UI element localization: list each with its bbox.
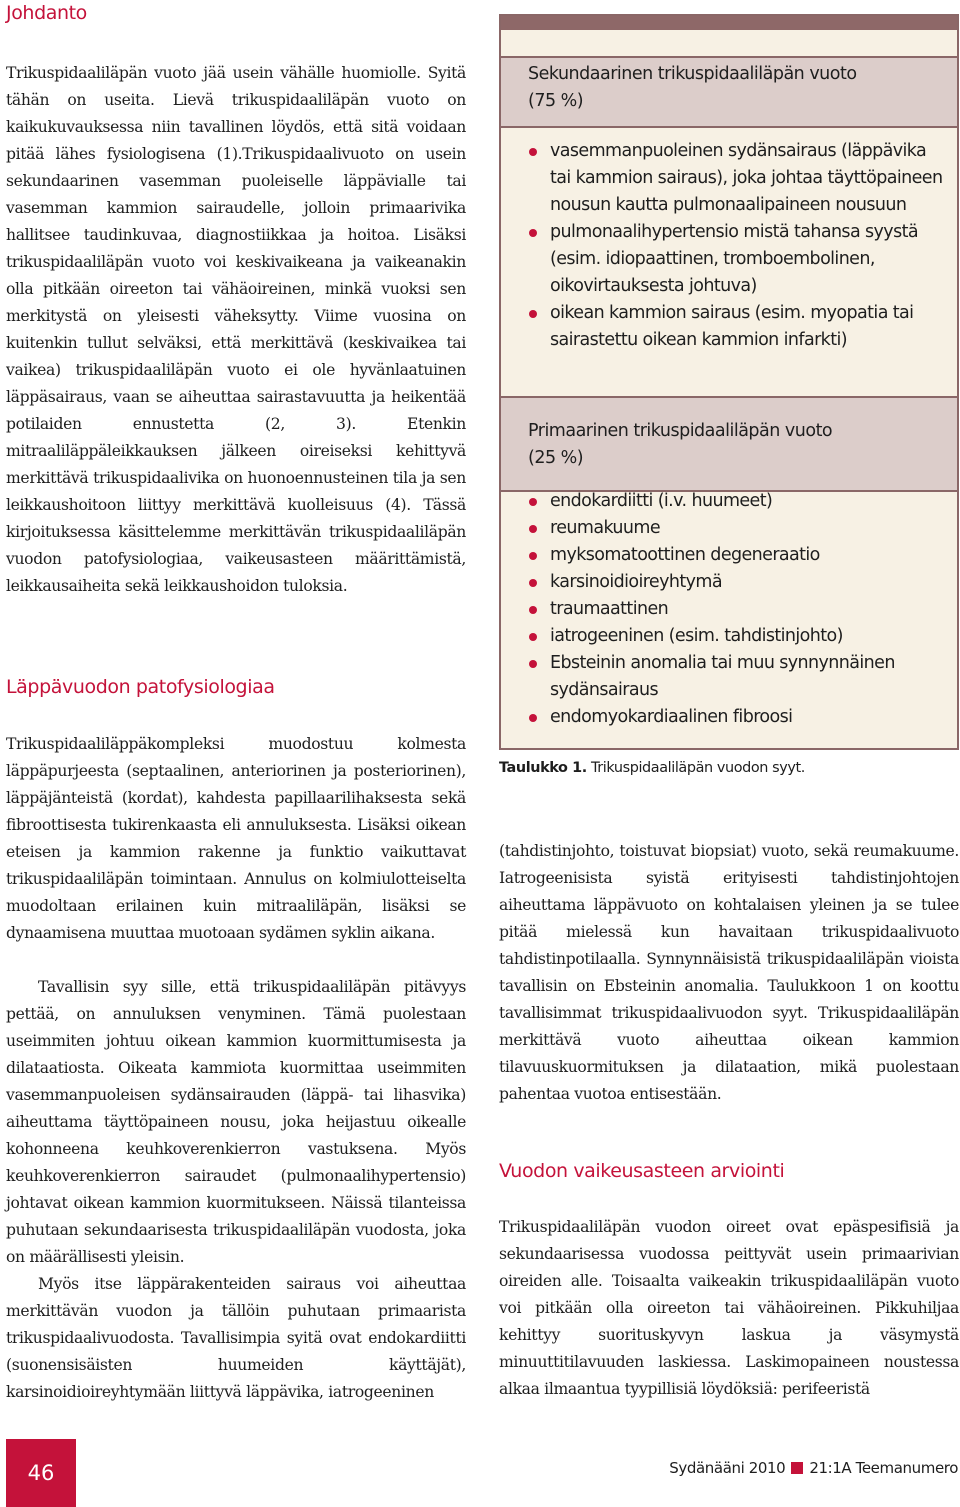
bullet-dot bbox=[529, 498, 537, 506]
list-item: Ebsteinin anomalia tai muu synnynnäinen sydänsairaus bbox=[527, 650, 947, 704]
bullet-dot bbox=[529, 525, 537, 533]
caption-text: Trikuspidaaliläpän vuodon syyt. bbox=[591, 760, 805, 776]
primary-causes-list bbox=[527, 488, 947, 731]
secondary-causes-list bbox=[527, 138, 947, 354]
list-item: traumaattinen bbox=[527, 596, 947, 623]
table-top-bar bbox=[501, 16, 957, 30]
secondary-percent: (75 %) bbox=[528, 91, 584, 111]
bullet-dot bbox=[529, 606, 537, 614]
footer-issue: 21:1A Teemanumero bbox=[809, 1459, 958, 1477]
caption-label: Taulukko 1. bbox=[499, 760, 587, 776]
patho-paragraph-2: Tavallisin syy sille, että trikuspidaaliläpän pitävyys pettää, on annuluksen venyminen. Tämä puolestaan useimmiten johtuu oikean kammion kuormittumisesta ja dilataatiosta. Oikeata kammiota kuormittaa useimmiten vasemmanpuoleisen sydänsairauden (läppä- tai lihasvika) aiheuttama täyttöpaineen nousu, joka heijastuu oikealle kohonneena keuhkoverenkierron vastuksena. Myös keuhkoverenkierron sairaudet (pulmonaalihypertensio) johtavat oikean kammion kuormitukseen. Näissä tilanteissa puhutaan sekundaarisesta trikuspidaaliläpän vuodosta, joka on määrällisesti yleisin. bbox=[6, 978, 466, 1266]
bullet-dot bbox=[529, 229, 537, 237]
primary-percent: (25 %) bbox=[528, 448, 584, 468]
bullet-dot bbox=[529, 310, 537, 318]
bullet-dot bbox=[529, 660, 537, 668]
footer-publication bbox=[669, 1459, 958, 1477]
footer-journal: Sydänääni 2010 bbox=[669, 1459, 786, 1477]
page-number: 46 bbox=[6, 1439, 76, 1507]
table-caption bbox=[499, 760, 805, 776]
list-item: vasemmanpuoleinen sydänsairaus (läppävika tai kammion sairaus), joka johtaa täyttöpaineen nousun kautta pulmonaalipaineen nousuun bbox=[527, 138, 947, 219]
section-heading-intro: Johdanto bbox=[6, 2, 87, 24]
list-item: iatrogeeninen (esim. tahdistinjohto) bbox=[527, 623, 947, 650]
list-item: endokardiitti (i.v. huumeet) bbox=[527, 488, 947, 515]
primary-header bbox=[501, 396, 957, 492]
bullet-dot bbox=[529, 552, 537, 560]
patho-paragraph-3: Myös itse läppärakenteiden sairaus voi aiheuttaa merkittävän vuodon ja tällöin puhutaan primaarista trikuspidaalivuodosta. Tavallisimpia syitä ovat endokardiitti (suonensisäisten huumeiden käyttäjät), karsinoidioireyhtymään liittyvä läppävika, iatrogeeninen bbox=[6, 1275, 466, 1401]
section-heading-severity: Vuodon vaikeusasteen arviointi bbox=[499, 1160, 785, 1182]
section-heading-pathophysiology: Läppävuodon patofysiologiaa bbox=[6, 676, 275, 698]
primary-title: Primaarinen trikuspidaaliläpän vuoto bbox=[528, 421, 833, 441]
list-item: karsinoidioireyhtymä bbox=[527, 569, 947, 596]
intro-paragraph: Trikuspidaaliläpän vuoto jää usein vähälle huomiolle. Syitä tähän on useita. Lievä trikuspidaaliläpän vuoto on kaikukuvauksessa niin tavallinen löydös, että sitä voidaan pitää lähes fysiologisena (1).Trikuspidaalivuoto on usein sekundaarinen vasemman puoleiselle läppävialle tai vasemman kammion sairaudelle, jolloin primaarivika hallitsee taudinkuvaa, diagnostiikkaa ja hoitoa. Lisäksi trikuspidaaliläpän vuoto voi keskivaikeana ja vaikeanakin olla pitkään oireeton tai vähäoireinen, minkä vuoksi sen merkitystä on yleisesti väheksytty. Viime vuosina on kuitenkin tullut selväksi, että merkittävä (keskivaikea tai vaikea) trikuspidaaliläpän vuoto ei ole hyvänlaatuinen läppäsairaus, vaan se aiheuttaa sairastavuutta ja heikentää potilaiden ennustetta (2, 3). Etenkin mitraaliläppäleikkauksen jälkeen oireiseksi kehittyvä merkittävä trikuspidaalivika on huonoennusteinen tila ja sen leikkaushoitoon liittyy merkittävä kuolleisuus (4). Tässä kirjoituksessa käsittelemme merkittävän trikuspidaaliläpän vuodon patofysiologiaa, vaikeusasteen määrittämistä, leikkausaiheita sekä leikkaushoidon tuloksia. bbox=[6, 64, 466, 595]
bullet-dot bbox=[529, 714, 537, 722]
causes-table bbox=[499, 14, 959, 750]
secondary-title: Sekundaarinen trikuspidaaliläpän vuoto bbox=[528, 64, 857, 84]
list-item: endomyokardiaalinen fibroosi bbox=[527, 704, 947, 731]
list-item: reumakuume bbox=[527, 515, 947, 542]
list-item: oikean kammion sairaus (esim. myopatia tai sairastettu oikean kammion infarkti) bbox=[527, 300, 947, 354]
severity-paragraph: Trikuspidaaliläpän vuodon oireet ovat epäspesifisiä ja sekundaarisessa vuodossa peittyvät usein primaarivian oireiden alle. Toisaalta vaikeakin trikuspidaaliläpän vuoto voi pitkään olla oireeton tai vähäoireinen. Pikkuhiljaa kehittyy suorituskyvyn laskua ja väsymystä minuuttitilavuuden laskiessa. Laskimopaineen noustessa alkaa ilmaantua tyypillisiä löydöksiä: perifeeristä bbox=[499, 1218, 959, 1398]
bullet-dot bbox=[529, 148, 537, 156]
bullet-dot bbox=[529, 633, 537, 641]
bullet-dot bbox=[529, 579, 537, 587]
footer-square-icon bbox=[791, 1462, 803, 1474]
continuation-paragraph: (tahdistinjohto, toistuvat biopsiat) vuoto, sekä reumakuume. Iatrogeenisista syistä erityisesti tahdistinjohtojen aiheuttama läppävuoto on kohtalaisen yleinen ja se tulee pitää mielessä kun havaitaan trikuspidaalivuoto tahdistinpotilaalla. Synnynnäisistä trikuspidaaliläpän vioista tavallisin on Ebsteinin anomalia. Taulukkoon 1 on koottu tavallisimmat trikuspidaalivuodon syyt. Trikuspidaaliläpän merkittävä vuoto aiheuttaa oikean kammion tilavuuskuormituksen ja dilataation, mikä puolestaan pahentaa vuotoa entisestään. bbox=[499, 842, 959, 1103]
list-item: myksomatoottinen degeneraatio bbox=[527, 542, 947, 569]
secondary-header bbox=[501, 56, 957, 128]
list-item: pulmonaalihypertensio mistä tahansa syystä (esim. idiopaattinen, tromboembolinen, oikovirtauksesta johtuva) bbox=[527, 219, 947, 300]
patho-paragraph-1: Trikuspidaaliläppäkompleksi muodostuu kolmesta läppäpurjeesta (septaalinen, anteriorinen ja posteriorinen), läppäjänteistä (kordat), kahdesta papillaarilihaksesta sekä fibroottisesta tukirenkaasta eli annuluksesta. Lisäksi oikean eteisen ja kammion rakenne ja funktio vaikuttavat trikuspidaaliläpän toimintaan. Annulus on kolmiulotteiselta muodoltaan erilainen kuin mitraaliläpän, lisäksi se dynaamisena muuttaa muotoaan sydämen syklin aikana. bbox=[6, 735, 466, 942]
